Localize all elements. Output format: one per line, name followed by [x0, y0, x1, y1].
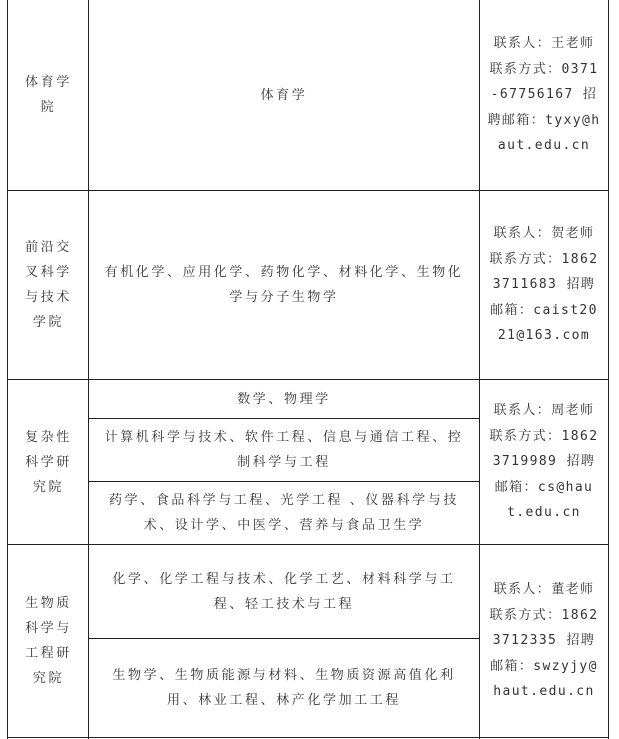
major-list: 计算机科学与技术、软件工程、信息与通信工程、控制科学与工程	[104, 430, 464, 470]
contact-info: 联系人：王老师 联系方式：0371-67756167 招聘邮箱：tyxy@haut.edu.cn	[487, 36, 601, 154]
table-border-right	[608, 0, 609, 739]
table-row-4-majors-2	[89, 639, 479, 737]
table-row-3-contact	[480, 380, 608, 544]
table-row-3-majors-1	[89, 380, 479, 418]
college-name: 体育学院	[25, 75, 72, 115]
table-row-2-college	[8, 191, 89, 379]
table-row-4-majors-1	[89, 545, 479, 638]
table-row-1-contact	[480, 0, 608, 190]
college-name: 复杂性科学研究院	[25, 429, 72, 495]
college-name: 生物质科学与工程研究院	[25, 596, 72, 686]
contact-info: 联系人：周老师 联系方式：18623719989 招聘邮箱：cs@haut.edu.cn	[489, 403, 599, 521]
table-row-1-college	[8, 0, 89, 190]
major-list: 体育学	[260, 87, 308, 103]
table-row-3-majors-2	[89, 419, 479, 481]
major-list: 有机化学、应用化学、药物化学、材料化学、生物化学与分子生物学	[104, 265, 464, 305]
table-row-1-majors	[89, 0, 479, 190]
row-divider	[7, 737, 609, 738]
table-row-3-majors-3	[89, 482, 479, 544]
contact-info: 联系人：贺老师 联系方式：18623711683 招聘邮箱：caist2021@163.com	[489, 226, 599, 344]
table-row-4-contact	[480, 545, 608, 737]
recruitment-table	[7, 0, 609, 739]
table-row-2-majors	[89, 191, 479, 379]
table-row-3-college	[8, 380, 89, 544]
table-row-4-college	[8, 545, 89, 737]
major-list: 生物学、生物质能源与材料、生物质资源高值化利用、林业工程、林产化学加工工程	[112, 668, 456, 708]
contact-info: 联系人：董老师 联系方式：18623712335 招聘邮箱：swzyjy@haut.edu.cn	[489, 582, 599, 700]
major-list: 数学、物理学	[237, 391, 331, 407]
major-list: 药学、食品科学与工程、光学工程 、仪器科学与技术、设计学、中医学、营养与食品卫生学	[109, 493, 459, 533]
major-list: 化学、化学工程与技术、化学工艺、材料科学与工程、轻工技术与工程	[112, 571, 456, 612]
table-row-2-contact	[480, 191, 608, 379]
college-name: 前沿交叉科学与技术学院	[25, 240, 72, 330]
